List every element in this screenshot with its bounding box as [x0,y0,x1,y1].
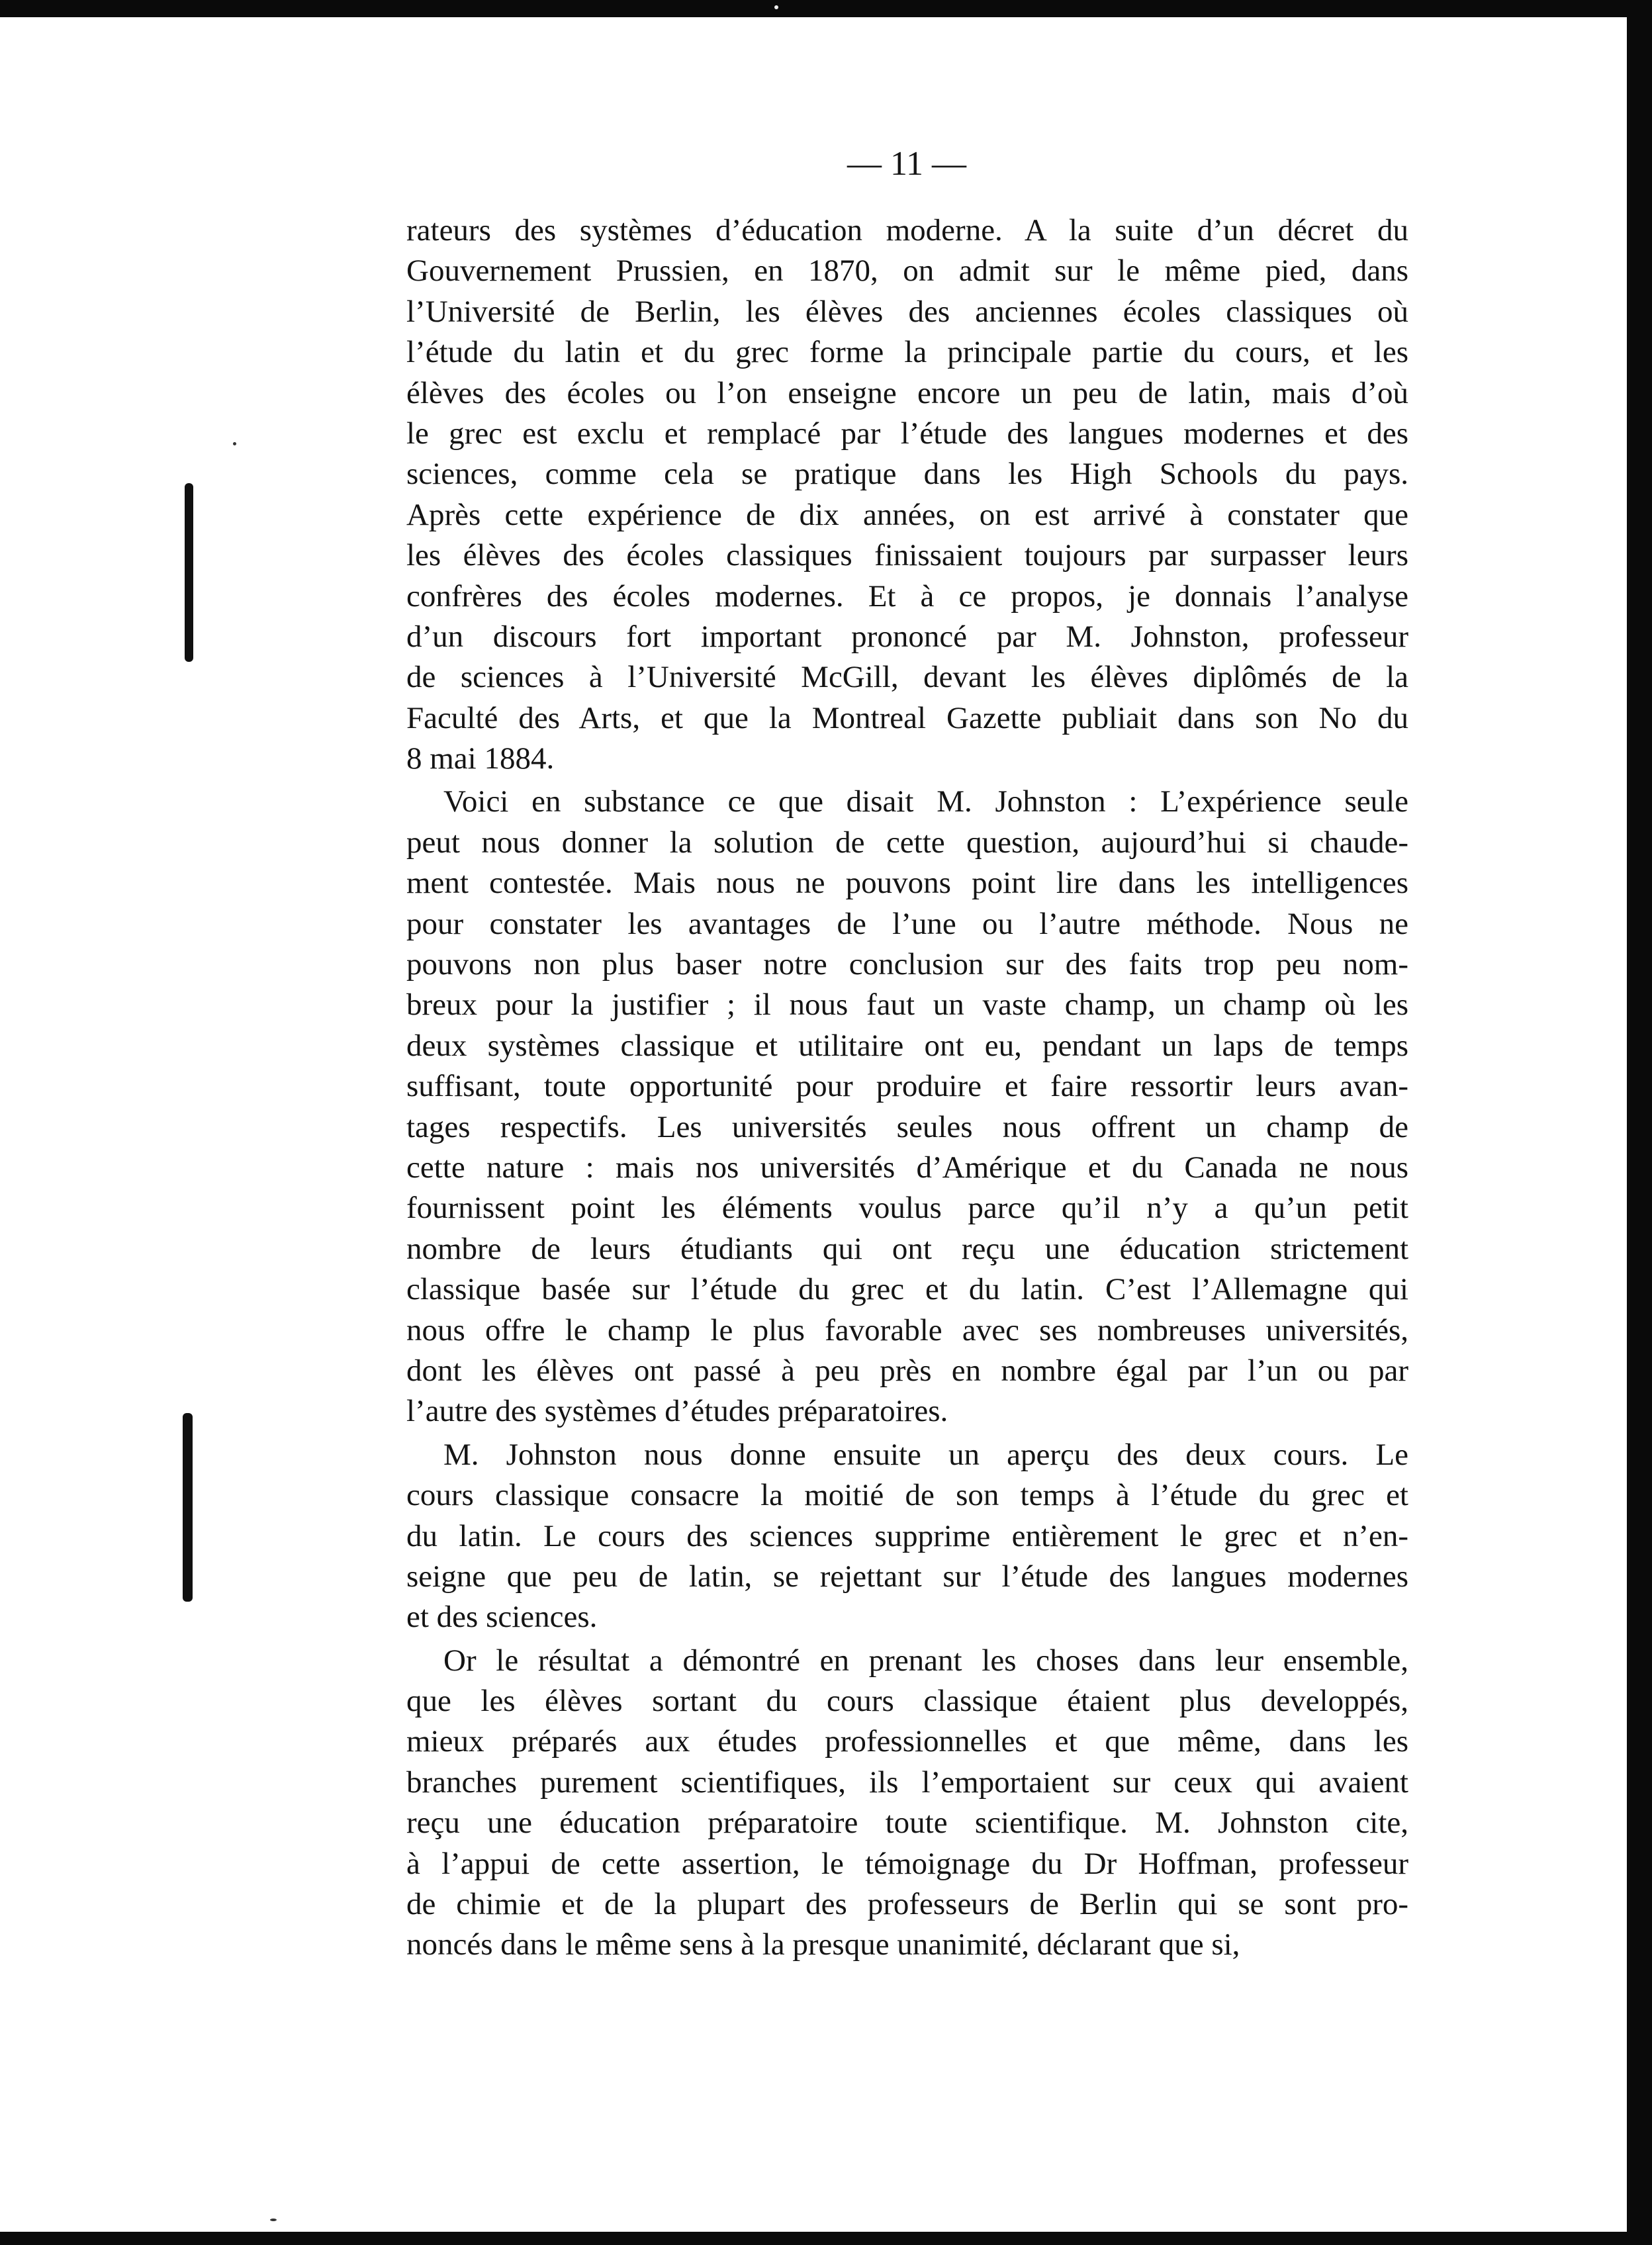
paragraph [406,782,1408,1432]
text-line: breux pour la justifier ; il nous faut un vaste champ, un champ où les [406,987,1408,1023]
scan-speck [233,442,236,445]
text-line: pouvons non plus baser notre conclusion sur des faits trop peu nom- [406,947,1408,982]
paragraph [406,210,1408,779]
text-line: que les élèves sortant du cours classique étaient plus developpés, [406,1684,1408,1719]
paragraph [406,1641,1408,1966]
text-line: d’un discours fort important prononcé par M. Johnston, professeur [406,619,1408,654]
text-line: peut nous donner la solution de cette question, aujourd’hui si chaude- [406,825,1408,860]
text-line: seigne que peu de latin, se rejettant sur l’étude des langues modernes [406,1559,1408,1594]
text-line: l’autre des systèmes d’études préparatoires. [406,1394,948,1429]
text-line: confrères des écoles modernes. Et à ce propos, je donnais l’analyse [406,578,1408,614]
scan-border-top [0,0,1652,17]
text-line: cette nature : mais nos universités d’Amérique et du Canada ne nous [406,1150,1408,1185]
text-line: tages respectifs. Les universités seules nous offrent un champ de [406,1109,1408,1144]
paragraph [406,1435,1408,1638]
binding-shadow-mark [185,483,193,662]
text-line: ment contestée. Mais nous ne pouvons point lire dans les intelligences [406,866,1408,901]
text-line: Faculté des Arts, et que la Montreal Gazette publiait dans son No du [406,700,1408,735]
text-line: sciences, comme cela se pratique dans les High Schools du pays. [406,457,1408,492]
scan-border-right [1627,0,1652,2245]
text-line: le grec est exclu et remplacé par l’étude des langues modernes et des [406,416,1408,451]
text-line: suffisant, toute opportunité pour produire et faire ressortir leurs avan- [406,1069,1408,1104]
text-line: deux systèmes classique et utilitaire ont eu, pendant un laps de temps [406,1028,1408,1063]
page-number: — 11 — [847,145,967,183]
scan-speck [774,5,778,9]
text-line: nombre de leurs étudiants qui ont reçu une éducation strictement [406,1231,1408,1266]
scan-border-bottom [0,2232,1652,2245]
text-line: les élèves des écoles classiques finissaient toujours par surpasser leurs [406,538,1408,573]
text-line: Or le résultat a démontré en prenant les choses dans leur ensemble, [443,1643,1408,1678]
text-line: Voici en substance ce que disait M. Johnston : L’expérience seule [443,784,1408,819]
text-line: classique basée sur l’étude du grec et du latin. C’est l’Allemagne qui [406,1272,1408,1307]
text-line: dont les élèves ont passé à peu près en nombre égal par l’un ou par [406,1353,1408,1388]
text-line: M. Johnston nous donne ensuite un aperçu des deux cours. Le [443,1437,1408,1472]
text-line: élèves des écoles ou l’on enseigne encore un peu de latin, mais d’où [406,375,1408,410]
text-line: mieux préparés aux études professionnelles et que même, dans les [406,1724,1408,1759]
text-line: de chimie et de la plupart des professeurs de Berlin qui se sont pro- [406,1887,1408,1922]
binding-shadow-mark [183,1413,193,1602]
text-line: du latin. Le cours des sciences supprime entièrement le grec et n’en- [406,1518,1408,1553]
text-line: fournissent point les éléments voulus parce qu’il n’y a qu’un petit [406,1191,1408,1226]
text-line: l’étude du latin et du grec forme la principale partie du cours, et les [406,335,1408,370]
text-line: pour constater les avantages de l’une ou l’autre méthode. Nous ne [406,906,1408,941]
body-text [406,210,1408,1966]
text-line: à l’appui de cette assertion, le témoignage du Dr Hoffman, professeur [406,1846,1408,1881]
text-line: Gouvernement Prussien, en 1870, on admit sur le même pied, dans [406,253,1408,289]
text-line: 8 mai 1884. [406,741,555,776]
text-line: reçu une éducation préparatoire toute scientifique. M. Johnston cite, [406,1806,1408,1841]
text-line: noncés dans le même sens à la presque unanimité, déclarant que si, [406,1927,1240,1962]
text-line: de sciences à l’Université McGill, devant les élèves diplômés de la [406,660,1408,695]
text-line: cours classique consacre la moitié de son temps à l’étude du grec et [406,1478,1408,1513]
text-line: l’Université de Berlin, les élèves des anciennes écoles classiques où [406,294,1408,329]
text-line: nous offre le champ le plus favorable avec ses nombreuses universités, [406,1312,1408,1348]
text-line: rateurs des systèmes d’éducation moderne. A la suite d’un décret du [406,213,1408,248]
scan-speck [270,2219,277,2221]
text-line: branches purement scientifiques, ils l’emportaient sur ceux qui avaient [406,1764,1408,1800]
text-line: Après cette expérience de dix années, on est arrivé à constater que [406,497,1408,532]
text-line: et des sciences. [406,1600,598,1635]
